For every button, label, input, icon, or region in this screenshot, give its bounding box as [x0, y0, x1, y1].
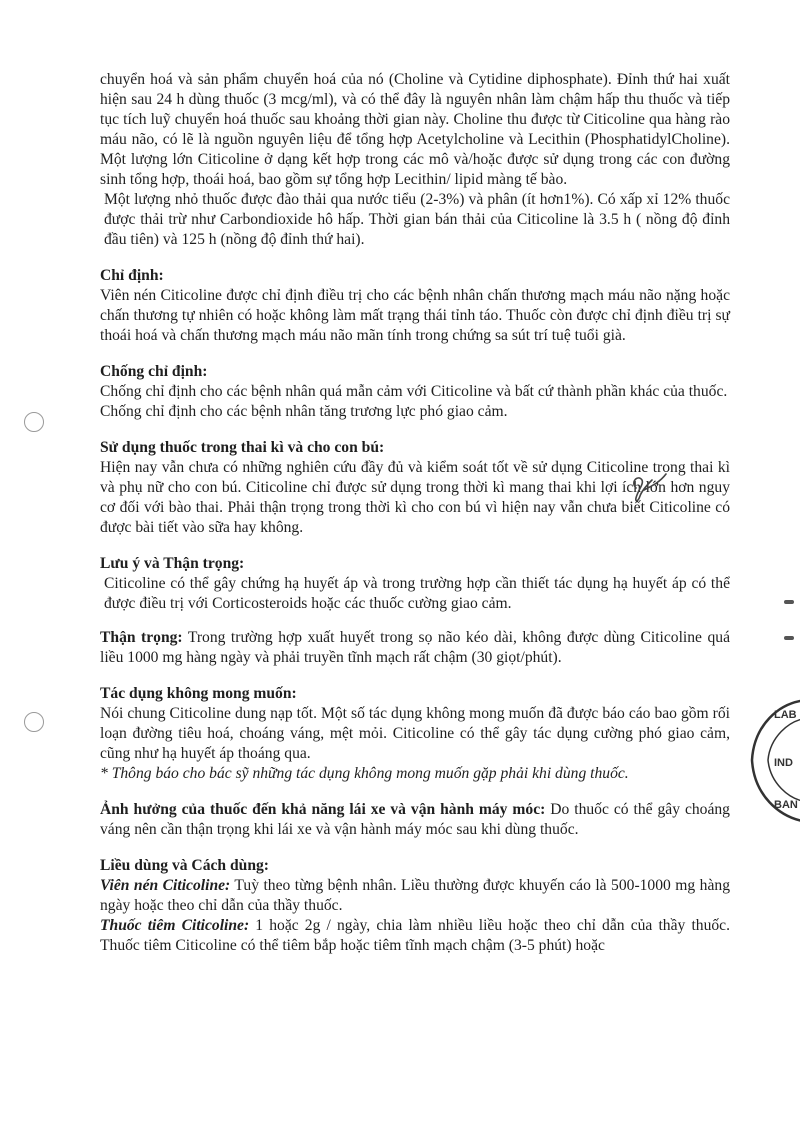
- heading-chong-chi-dinh: Chống chỉ định:: [100, 363, 208, 380]
- vien-nen-label: Viên nén Citicoline:: [100, 877, 231, 894]
- heading-lieu-dung: Liều dùng và Cách dùng:: [100, 857, 269, 874]
- punch-hole-bottom: [24, 712, 44, 732]
- than-trong-label: Thận trọng:: [100, 629, 183, 646]
- tac-dung-note: * Thông báo cho bác sỹ những tác dụng không mong muốn gặp phải khi dùng thuốc.: [100, 765, 629, 782]
- edge-mark-2: [784, 636, 794, 640]
- chi-dinh-body: Viên nén Citicoline được chỉ định điều trị cho các bệnh nhân chấn thương mạch máu não nặng hoặc chấn thương tự nhiên có hoặc không làm mất trạng thái tỉnh táo. Thuốc còn được chỉ định điều trị sự thoái hoá và chấn thương mạch máu não mãn tính trong chứng sa sút trí tuệ tuổi già.: [100, 287, 730, 344]
- than-trong-paragraph: [100, 628, 730, 668]
- lai-xe-body: Do thuốc có thể gây choáng váng nên cần thận trọng khi lái xe và vận hành máy móc sau khi dùng thuốc.: [100, 801, 730, 838]
- heading-chi-dinh: Chỉ định:: [100, 267, 164, 284]
- stamp-text-1: LAB: [774, 709, 797, 721]
- luu-y-body: Citicoline có thể gây chứng hạ huyết áp và trong trường hợp cần thiết tác dụng hạ huyết áp có thể được điều trị với Corticosteroids hoặc các thuốc cường giao cảm.: [104, 575, 730, 612]
- heading-luu-y: Lưu ý và Thận trọng:: [100, 555, 245, 572]
- stamp-text-3: BAN: [774, 799, 798, 811]
- intro-paragraph-2: Một lượng nhỏ thuốc được đào thải qua nước tiểu (2-3%) và phân (ít hơn1%). Có xấp xỉ 12% thuốc được thải trừ như Carbondioxide hô hấp. Thời gian bán thải của Citicoline là 3.5 h ( nồng độ đỉnh đầu tiên) và 125 h (nồng độ đỉnh thứ hai).: [104, 191, 730, 248]
- lai-xe-label: Ảnh hưởng của thuốc đến khả năng lái xe và vận hành máy móc:: [100, 801, 546, 818]
- handwritten-signature: [626, 468, 670, 506]
- chong-chi-dinh-line-1: Chống chỉ định cho các bệnh nhân quá mẫn cảm với Citicoline và bất cứ thành phần khác của thuốc.: [100, 383, 728, 400]
- punch-hole-top: [24, 412, 44, 432]
- vien-nen-body: Tuỳ theo từng bệnh nhân. Liều thường được khuyến cáo là 500-1000 mg hàng ngày hoặc theo chỉ dẫn của thầy thuốc.: [100, 877, 730, 914]
- thuoc-tiem-body: 1 hoặc 2g / ngày, chia làm nhiều liều hoặc theo chỉ dẫn của thầy thuốc. Thuốc tiêm Citicoline có thể tiêm bắp hoặc tiêm tĩnh mạch chậm (3-5 phút) hoặc: [100, 917, 730, 954]
- heading-thai-ki: Sử dụng thuốc trong thai kì và cho con bú:: [100, 439, 385, 456]
- thuoc-tiem-label: Thuốc tiêm Citicoline:: [100, 917, 250, 934]
- thai-ki-body: Hiện nay vẫn chưa có những nghiên cứu đầy đủ và kiểm soát tốt về sử dụng Citicoline trong thai kì và phụ nữ cho con bú. Citicoline chỉ được sử dụng trong thời kì mang thai khi lợi ích lớn hơn nguy cơ đối với bào thai. Phải thận trọng trong thời kì cho con bú vì hiện nay vẫn chưa biết Citicoline có được bài tiết vào sữa hay không.: [100, 459, 730, 536]
- lieu-dung-vien-paragraph: [100, 876, 730, 916]
- chong-chi-dinh-line-2: Chống chỉ định cho các bệnh nhân tăng trương lực phó giao cảm.: [100, 403, 508, 420]
- lai-xe-paragraph: [100, 800, 730, 840]
- than-trong-body: Trong trường hợp xuất huyết trong sọ não kéo dài, không được dùng Citicoline quá liều 1000 mg hàng ngày và phải truyền tĩnh mạch rất chậm (30 giọt/phút).: [100, 629, 730, 666]
- heading-tac-dung: Tác dụng không mong muốn:: [100, 685, 297, 702]
- tac-dung-body: Nói chung Citicoline dung nạp tốt. Một số tác dụng không mong muốn đã được báo cáo bao gồm rối loạn đường tiêu hoá, choáng váng, mệt mỏi. Citicoline có thể gây tác dụng cường phó giao cảm, cũng như hạ huyết áp thoáng qua.: [100, 705, 730, 762]
- lieu-dung-tiem-paragraph: [100, 916, 730, 956]
- stamp-seal: [748, 696, 800, 826]
- intro-paragraph-1: chuyển hoá và sản phẩm chuyển hoá của nó (Choline và Cytidine diphosphate). Đỉnh thứ hai xuất hiện sau 24 h dùng thuốc (3 mcg/ml), và có thể đây là nguyên nhân làm chậm hấp thu thuốc và tiếp tục tích luỹ chuyển hoá thuốc sau khoảng thời gian này. Choline thu được từ Citicoline qua hàng rào máu não, có lẽ là nguồn nguyên liệu để tổng hợp Acetylcholine và Lecithin (PhosphatidylCholine). Một lượng lớn Citicoline ở dạng kết hợp trong các mô và/hoặc được sử dụng trong các con đường sinh tổng hợp, thoái hoá, bao gồm sự tổng hợp Lecithin/ lipid màng tế bào.: [100, 71, 730, 188]
- document-body: [100, 70, 730, 956]
- edge-mark-1: [784, 600, 794, 604]
- stamp-text-2: IND: [774, 757, 793, 769]
